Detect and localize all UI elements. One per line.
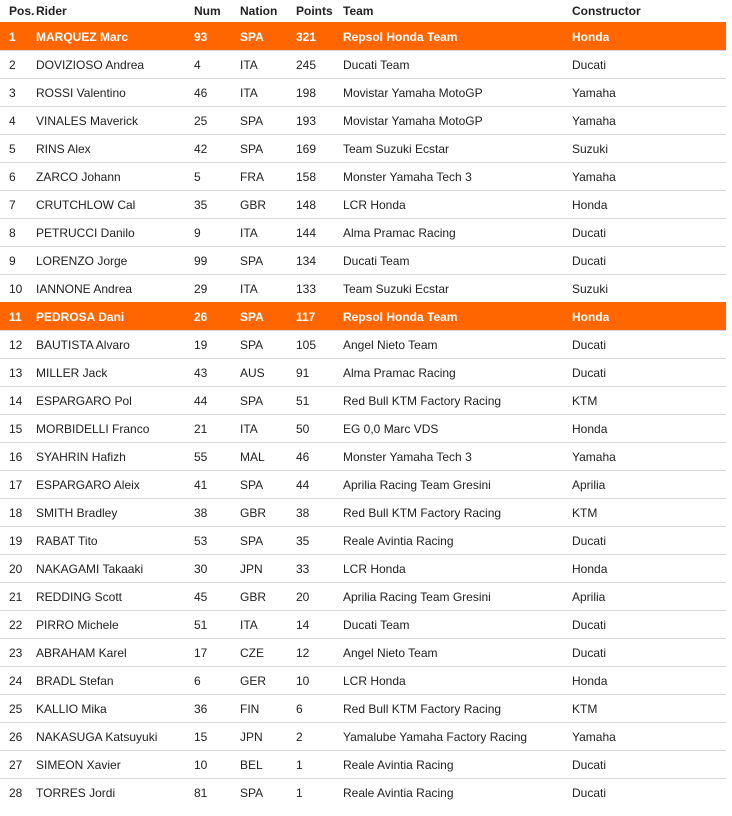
- table-row: [0, 471, 726, 499]
- cell-nation: JPN: [240, 723, 296, 751]
- cell-rider: NAKAGAMI Takaaki: [36, 555, 194, 583]
- cell-nation: CZE: [240, 639, 296, 667]
- cell-team: Angel Nieto Team: [343, 639, 572, 667]
- cell-points: 38: [296, 499, 343, 527]
- header-num[interactable]: Num: [194, 4, 221, 18]
- cell-constructor: Ducati: [572, 51, 726, 79]
- table-row: [0, 51, 726, 79]
- cell-team: Monster Yamaha Tech 3: [343, 163, 572, 191]
- cell-constructor: Ducati: [572, 779, 726, 807]
- cell-points: 91: [296, 359, 343, 387]
- cell-pos: 12: [0, 331, 36, 359]
- cell-rider: MARQUEZ Marc: [36, 23, 194, 51]
- cell-team: Aprilia Racing Team Gresini: [343, 583, 572, 611]
- cell-pos: 10: [0, 275, 36, 303]
- cell-num: 17: [194, 639, 240, 667]
- cell-nation: SPA: [240, 527, 296, 555]
- cell-num: 46: [194, 79, 240, 107]
- cell-pos: 23: [0, 639, 36, 667]
- table-row: [0, 359, 726, 387]
- cell-pos: 8: [0, 219, 36, 247]
- cell-constructor: Ducati: [572, 247, 726, 275]
- cell-constructor: Ducati: [572, 527, 726, 555]
- cell-team: Alma Pramac Racing: [343, 359, 572, 387]
- cell-points: 169: [296, 135, 343, 163]
- cell-rider: SMITH Bradley: [36, 499, 194, 527]
- cell-rider: NAKASUGA Katsuyuki: [36, 723, 194, 751]
- cell-team: Movistar Yamaha MotoGP: [343, 107, 572, 135]
- cell-constructor: Honda: [572, 415, 726, 443]
- cell-team: Ducati Team: [343, 247, 572, 275]
- cell-constructor: Yamaha: [572, 163, 726, 191]
- table-row: [0, 527, 726, 555]
- cell-constructor: Ducati: [572, 611, 726, 639]
- table-row: [0, 779, 726, 807]
- cell-team: Monster Yamaha Tech 3: [343, 443, 572, 471]
- cell-nation: ITA: [240, 415, 296, 443]
- cell-constructor: KTM: [572, 499, 726, 527]
- cell-constructor: Ducati: [572, 219, 726, 247]
- cell-constructor: Ducati: [572, 359, 726, 387]
- cell-num: 30: [194, 555, 240, 583]
- cell-nation: ITA: [240, 611, 296, 639]
- cell-points: 33: [296, 555, 343, 583]
- cell-points: 6: [296, 695, 343, 723]
- cell-nation: SPA: [240, 135, 296, 163]
- cell-pos: 4: [0, 107, 36, 135]
- cell-constructor: Aprilia: [572, 471, 726, 499]
- cell-pos: 7: [0, 191, 36, 219]
- header-constructor[interactable]: Constructor: [572, 4, 641, 18]
- cell-team: Reale Avintia Racing: [343, 751, 572, 779]
- header-nation[interactable]: Nation: [240, 4, 278, 18]
- cell-num: 43: [194, 359, 240, 387]
- cell-constructor: Ducati: [572, 751, 726, 779]
- cell-points: 14: [296, 611, 343, 639]
- cell-rider: ESPARGARO Pol: [36, 387, 194, 415]
- cell-team: Repsol Honda Team: [343, 23, 572, 51]
- table-row: [0, 639, 726, 667]
- table-body: [0, 23, 726, 807]
- cell-team: Team Suzuki Ecstar: [343, 275, 572, 303]
- cell-num: 41: [194, 471, 240, 499]
- cell-rider: PEDROSA Dani: [36, 303, 194, 331]
- cell-nation: SPA: [240, 779, 296, 807]
- cell-nation: GBR: [240, 583, 296, 611]
- table-row: [0, 247, 726, 275]
- table-row: [0, 135, 726, 163]
- cell-num: 35: [194, 191, 240, 219]
- header-team[interactable]: Team: [343, 4, 374, 18]
- cell-pos: 16: [0, 443, 36, 471]
- cell-pos: 24: [0, 667, 36, 695]
- table-row: [0, 415, 726, 443]
- cell-points: 158: [296, 163, 343, 191]
- cell-pos: 15: [0, 415, 36, 443]
- cell-team: Alma Pramac Racing: [343, 219, 572, 247]
- cell-nation: SPA: [240, 331, 296, 359]
- cell-constructor: Honda: [572, 303, 726, 331]
- cell-num: 19: [194, 331, 240, 359]
- cell-constructor: Yamaha: [572, 723, 726, 751]
- table-row: [0, 723, 726, 751]
- cell-points: 50: [296, 415, 343, 443]
- cell-team: Red Bull KTM Factory Racing: [343, 387, 572, 415]
- table-row: [0, 79, 726, 107]
- cell-nation: SPA: [240, 303, 296, 331]
- header-points[interactable]: Points: [296, 4, 333, 18]
- cell-nation: GBR: [240, 499, 296, 527]
- cell-points: 117: [296, 303, 343, 331]
- table-row: [0, 695, 726, 723]
- cell-rider: MORBIDELLI Franco: [36, 415, 194, 443]
- cell-num: 5: [194, 163, 240, 191]
- cell-rider: BAUTISTA Alvaro: [36, 331, 194, 359]
- cell-pos: 2: [0, 51, 36, 79]
- cell-pos: 14: [0, 387, 36, 415]
- cell-constructor: KTM: [572, 387, 726, 415]
- cell-rider: CRUTCHLOW Cal: [36, 191, 194, 219]
- cell-rider: PIRRO Michele: [36, 611, 194, 639]
- cell-team: Team Suzuki Ecstar: [343, 135, 572, 163]
- cell-num: 51: [194, 611, 240, 639]
- cell-nation: JPN: [240, 555, 296, 583]
- cell-pos: 9: [0, 247, 36, 275]
- table-row: [0, 387, 726, 415]
- cell-constructor: Honda: [572, 23, 726, 51]
- table-row: [0, 667, 726, 695]
- cell-nation: SPA: [240, 387, 296, 415]
- cell-pos: 5: [0, 135, 36, 163]
- cell-rider: REDDING Scott: [36, 583, 194, 611]
- cell-num: 36: [194, 695, 240, 723]
- cell-nation: ITA: [240, 219, 296, 247]
- cell-pos: 3: [0, 79, 36, 107]
- cell-num: 81: [194, 779, 240, 807]
- cell-pos: 20: [0, 555, 36, 583]
- cell-rider: ABRAHAM Karel: [36, 639, 194, 667]
- cell-constructor: Yamaha: [572, 443, 726, 471]
- cell-num: 4: [194, 51, 240, 79]
- cell-num: 6: [194, 667, 240, 695]
- cell-pos: 1: [0, 23, 36, 51]
- table-row: [0, 191, 726, 219]
- cell-points: 321: [296, 23, 343, 51]
- cell-nation: SPA: [240, 471, 296, 499]
- header-row: [0, 0, 726, 23]
- cell-num: 38: [194, 499, 240, 527]
- table-row: [0, 303, 726, 331]
- cell-num: 53: [194, 527, 240, 555]
- cell-num: 99: [194, 247, 240, 275]
- cell-constructor: Ducati: [572, 639, 726, 667]
- cell-points: 245: [296, 51, 343, 79]
- cell-pos: 21: [0, 583, 36, 611]
- cell-team: LCR Honda: [343, 667, 572, 695]
- cell-points: 1: [296, 779, 343, 807]
- cell-nation: ITA: [240, 51, 296, 79]
- cell-num: 10: [194, 751, 240, 779]
- cell-num: 42: [194, 135, 240, 163]
- cell-constructor: Honda: [572, 191, 726, 219]
- cell-num: 55: [194, 443, 240, 471]
- cell-rider: ROSSI Valentino: [36, 79, 194, 107]
- table-header: [0, 0, 726, 23]
- cell-rider: PETRUCCI Danilo: [36, 219, 194, 247]
- cell-rider: DOVIZIOSO Andrea: [36, 51, 194, 79]
- cell-pos: 17: [0, 471, 36, 499]
- cell-rider: SIMEON Xavier: [36, 751, 194, 779]
- cell-team: Aprilia Racing Team Gresini: [343, 471, 572, 499]
- cell-pos: 26: [0, 723, 36, 751]
- cell-rider: LORENZO Jorge: [36, 247, 194, 275]
- cell-rider: IANNONE Andrea: [36, 275, 194, 303]
- cell-team: Yamalube Yamaha Factory Racing: [343, 723, 572, 751]
- cell-nation: SPA: [240, 247, 296, 275]
- cell-constructor: KTM: [572, 695, 726, 723]
- cell-pos: 28: [0, 779, 36, 807]
- cell-points: 20: [296, 583, 343, 611]
- cell-num: 45: [194, 583, 240, 611]
- table-row: [0, 583, 726, 611]
- cell-constructor: Ducati: [572, 331, 726, 359]
- cell-team: Ducati Team: [343, 51, 572, 79]
- cell-points: 12: [296, 639, 343, 667]
- cell-team: Ducati Team: [343, 611, 572, 639]
- cell-nation: GER: [240, 667, 296, 695]
- cell-rider: RINS Alex: [36, 135, 194, 163]
- cell-nation: ITA: [240, 275, 296, 303]
- cell-team: Reale Avintia Racing: [343, 527, 572, 555]
- cell-team: Reale Avintia Racing: [343, 779, 572, 807]
- cell-rider: TORRES Jordi: [36, 779, 194, 807]
- cell-points: 51: [296, 387, 343, 415]
- cell-num: 26: [194, 303, 240, 331]
- table-row: [0, 219, 726, 247]
- cell-nation: ITA: [240, 79, 296, 107]
- cell-constructor: Yamaha: [572, 107, 726, 135]
- cell-num: 21: [194, 415, 240, 443]
- cell-pos: 6: [0, 163, 36, 191]
- cell-points: 148: [296, 191, 343, 219]
- table-row: [0, 23, 726, 51]
- cell-pos: 22: [0, 611, 36, 639]
- header-rider[interactable]: Rider: [36, 4, 67, 18]
- cell-rider: ZARCO Johann: [36, 163, 194, 191]
- cell-points: 2: [296, 723, 343, 751]
- cell-team: Angel Nieto Team: [343, 331, 572, 359]
- cell-constructor: Aprilia: [572, 583, 726, 611]
- cell-rider: RABAT Tito: [36, 527, 194, 555]
- cell-num: 25: [194, 107, 240, 135]
- cell-pos: 25: [0, 695, 36, 723]
- cell-team: LCR Honda: [343, 555, 572, 583]
- cell-nation: FIN: [240, 695, 296, 723]
- cell-num: 15: [194, 723, 240, 751]
- cell-nation: SPA: [240, 23, 296, 51]
- cell-team: Movistar Yamaha MotoGP: [343, 79, 572, 107]
- cell-constructor: Honda: [572, 667, 726, 695]
- cell-nation: FRA: [240, 163, 296, 191]
- cell-points: 134: [296, 247, 343, 275]
- cell-pos: 11: [0, 303, 36, 331]
- cell-constructor: Honda: [572, 555, 726, 583]
- cell-nation: BEL: [240, 751, 296, 779]
- table-row: [0, 443, 726, 471]
- cell-team: Repsol Honda Team: [343, 303, 572, 331]
- cell-rider: VINALES Maverick: [36, 107, 194, 135]
- cell-rider: ESPARGARO Aleix: [36, 471, 194, 499]
- cell-constructor: Yamaha: [572, 79, 726, 107]
- table-row: [0, 611, 726, 639]
- cell-rider: SYAHRIN Hafizh: [36, 443, 194, 471]
- cell-num: 29: [194, 275, 240, 303]
- cell-points: 198: [296, 79, 343, 107]
- cell-points: 10: [296, 667, 343, 695]
- cell-constructor: Suzuki: [572, 135, 726, 163]
- cell-pos: 13: [0, 359, 36, 387]
- cell-rider: MILLER Jack: [36, 359, 194, 387]
- cell-points: 144: [296, 219, 343, 247]
- table-row: [0, 275, 726, 303]
- cell-points: 133: [296, 275, 343, 303]
- table-row: [0, 751, 726, 779]
- cell-num: 9: [194, 219, 240, 247]
- cell-team: EG 0,0 Marc VDS: [343, 415, 572, 443]
- table-row: [0, 107, 726, 135]
- cell-points: 105: [296, 331, 343, 359]
- cell-nation: MAL: [240, 443, 296, 471]
- cell-points: 44: [296, 471, 343, 499]
- cell-constructor: Suzuki: [572, 275, 726, 303]
- cell-points: 193: [296, 107, 343, 135]
- cell-pos: 19: [0, 527, 36, 555]
- cell-team: Red Bull KTM Factory Racing: [343, 499, 572, 527]
- cell-num: 44: [194, 387, 240, 415]
- table-row: [0, 331, 726, 359]
- cell-rider: KALLIO Mika: [36, 695, 194, 723]
- cell-nation: SPA: [240, 107, 296, 135]
- header-pos[interactable]: Pos.: [9, 4, 35, 18]
- cell-points: 35: [296, 527, 343, 555]
- table-row: [0, 555, 726, 583]
- cell-points: 1: [296, 751, 343, 779]
- cell-rider: BRADL Stefan: [36, 667, 194, 695]
- cell-nation: GBR: [240, 191, 296, 219]
- cell-pos: 27: [0, 751, 36, 779]
- cell-team: LCR Honda: [343, 191, 572, 219]
- cell-num: 93: [194, 23, 240, 51]
- table-row: [0, 163, 726, 191]
- cell-nation: AUS: [240, 359, 296, 387]
- cell-pos: 18: [0, 499, 36, 527]
- table-row: [0, 499, 726, 527]
- cell-points: 46: [296, 443, 343, 471]
- cell-team: Red Bull KTM Factory Racing: [343, 695, 572, 723]
